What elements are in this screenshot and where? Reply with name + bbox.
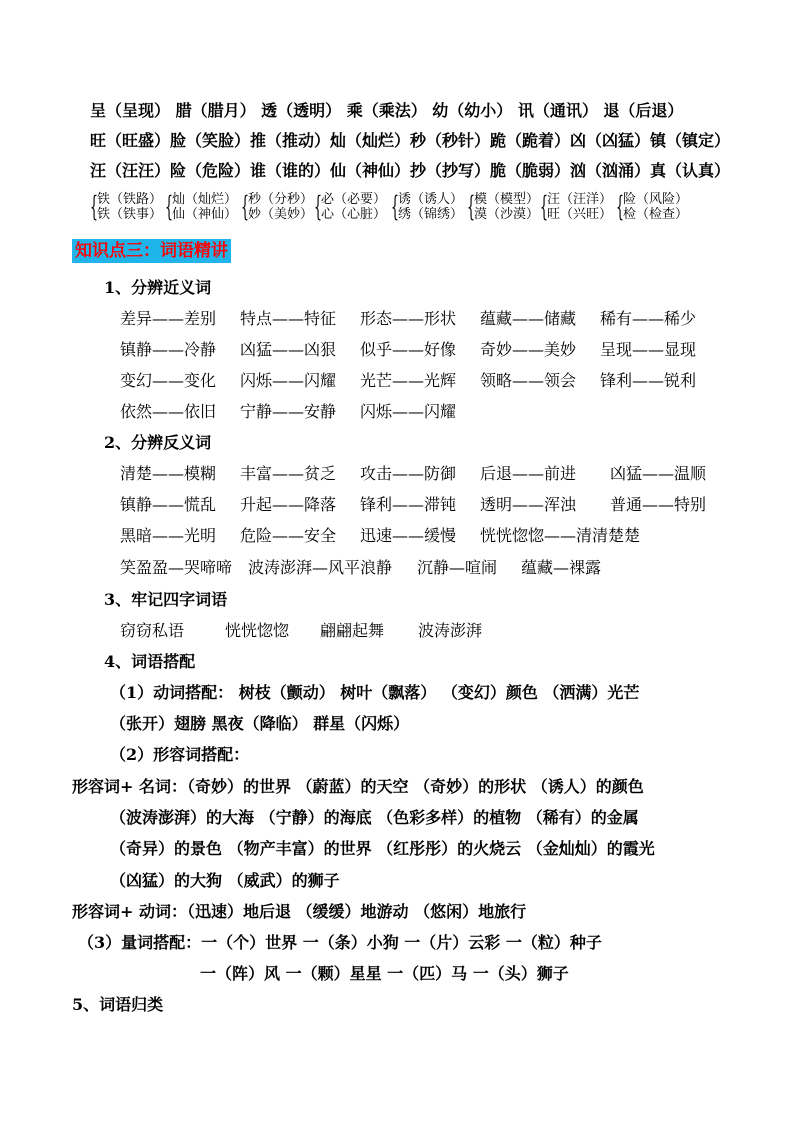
antonym-pair: 普通——特别 [610, 495, 707, 514]
heading-synonyms: 1、分辨近义词 [104, 278, 212, 297]
synonym-pair: 似乎——好像 [360, 340, 457, 359]
synonym-pair: 锋利——锐利 [600, 371, 697, 390]
heading-collocation: 4、词语搭配 [104, 652, 196, 671]
adj-noun-line: （波涛澎湃）的大海 （宁静）的海底 （色彩多样）的植物 （稀有）的金属 [110, 808, 639, 827]
synonym-pair: 闪烁——闪耀 [240, 371, 337, 390]
antonym-pair: 清楚——模糊 [120, 464, 217, 483]
antonym-pair: 透明——浑浊 [480, 495, 577, 514]
synonym-pair: 领略——领会 [480, 371, 577, 390]
adj-noun-line: （奇异）的景色 （物产丰富）的世界 （红彤彤）的火烧云 （金灿灿）的霞光 [110, 839, 655, 858]
synonym-pair: 宁静——安静 [240, 402, 337, 421]
antonym-pair: 升起——降落 [240, 495, 337, 514]
antonym-pair: 波涛澎湃—风平浪静 [248, 558, 393, 577]
antonym-pair: 迅速——缓慢 [360, 526, 457, 545]
heading-antonyms: 2、分辨反义词 [104, 433, 212, 452]
heading-four-char: 3、牢记四字词语 [104, 590, 228, 609]
synonym-pair: 变幻——变化 [120, 371, 217, 390]
four-char-word: 窃窃私语 [120, 621, 185, 640]
antonym-pair: 后退——前进 [480, 464, 577, 483]
char-row-3: 汪（汪汪）险（危险）谁（谁的）仙（神仙）抄（抄写）脆（脆弱）汹（汹涌）真（认真） [90, 161, 731, 180]
char-pair: { 灿（灿烂） 仙（神仙） [165, 190, 238, 223]
synonym-pair: 形态——形状 [360, 309, 457, 328]
antonym-pair: 丰富——贫乏 [240, 464, 337, 483]
antonym-pair: 沉静—喧闹 [417, 558, 498, 577]
char-pair: { 汪（汪洋） 旺（兴旺） [540, 190, 613, 223]
synonym-pair: 奇妙——美妙 [480, 340, 577, 359]
antonym-pair: 锋利——滞钝 [360, 495, 457, 514]
heading-word-classification: 5、词语归类 [72, 995, 164, 1014]
adj-noun-line: 形容词+ 名词：（奇妙）的世界 （蔚蓝）的天空 （奇妙）的形状 （诱人）的颜色 [72, 777, 644, 796]
measure-word-line: （3）量词搭配：一（个）世界 一（条）小狗 一（片）云彩 一（粒）种子 [78, 933, 602, 952]
antonym-pair: 凶猛——温顺 [610, 464, 707, 483]
char-row-2: 旺（旺盛）脸（笑脸）推（推动）灿（灿烂）秒（秒针）跪（跪着）凶（凶猛）镇（镇定） [90, 131, 731, 150]
antonym-pair: 攻击——防御 [360, 464, 457, 483]
synonym-pair: 镇静——冷静 [120, 340, 217, 359]
char-pair: { 必（必要） 心（心脏） [314, 190, 387, 223]
synonym-pair: 蕴藏——储藏 [480, 309, 577, 328]
antonym-pair: 恍恍惚惚——清清楚楚 [480, 526, 641, 545]
synonym-pair: 光芒——光辉 [360, 371, 457, 390]
four-char-word: 波涛澎湃 [418, 621, 483, 640]
char-pair: { 模（模型） 漠（沙漠） [467, 190, 540, 223]
char-pair: { 铁（铁路） 铁（铁事） [90, 190, 163, 223]
char-pair: { 险（风险） 检（检查） [616, 190, 689, 223]
antonym-pair: 笑盈盈—哭啼啼 [120, 558, 233, 577]
char-row-1: 呈（呈现） 腊（腊月） 透（透明） 乘（乘法） 幼（幼小） 讯（通讯） 退（后退） [90, 101, 684, 120]
synonym-pair: 呈现——显现 [600, 340, 697, 359]
adj-noun-line: （凶猛）的大狗 （威武）的狮子 [110, 871, 340, 890]
synonym-pair: 依然——依旧 [120, 402, 217, 421]
synonym-pair: 差异——差别 [120, 309, 217, 328]
antonym-pair: 危险——安全 [240, 526, 337, 545]
antonym-pair: 黑暗——光明 [120, 526, 217, 545]
verb-collocation-line: （1）动词搭配： 树枝（颤动） 树叶（飘落） （变幻）颜色 （洒满）光芒 [110, 683, 640, 702]
synonym-pair: 闪烁——闪耀 [360, 402, 457, 421]
char-pair: { 秒（分秒） 妙（美妙） [241, 190, 314, 223]
four-char-word: 翩翩起舞 [320, 621, 385, 640]
adj-collocation-heading: （2）形容词搭配： [110, 745, 250, 764]
section-title: 知识点三：词语精讲 [72, 239, 231, 263]
antonym-pair: 蕴藏—裸露 [521, 558, 602, 577]
four-char-word: 恍恍惚惚 [225, 621, 290, 640]
synonym-pair: 特点——特征 [240, 309, 337, 328]
synonym-pair: 凶猛——凶狠 [240, 340, 337, 359]
antonym-pair: 镇静——慌乱 [120, 495, 217, 514]
verb-collocation-line: （张开）翅膀 黑夜（降临） 群星（闪烁） [110, 714, 410, 733]
adj-verb-line: 形容词+ 动词：（迅速）地后退 （缓缓）地游动 （悠闲）地旅行 [72, 902, 527, 921]
synonym-pair: 稀有——稀少 [600, 309, 697, 328]
char-pair: { 诱（诱人） 绣（锦绣） [391, 190, 464, 223]
measure-word-line: 一（阵）风 一（颗）星星 一（匹）马 一（头）狮子 [200, 964, 569, 983]
